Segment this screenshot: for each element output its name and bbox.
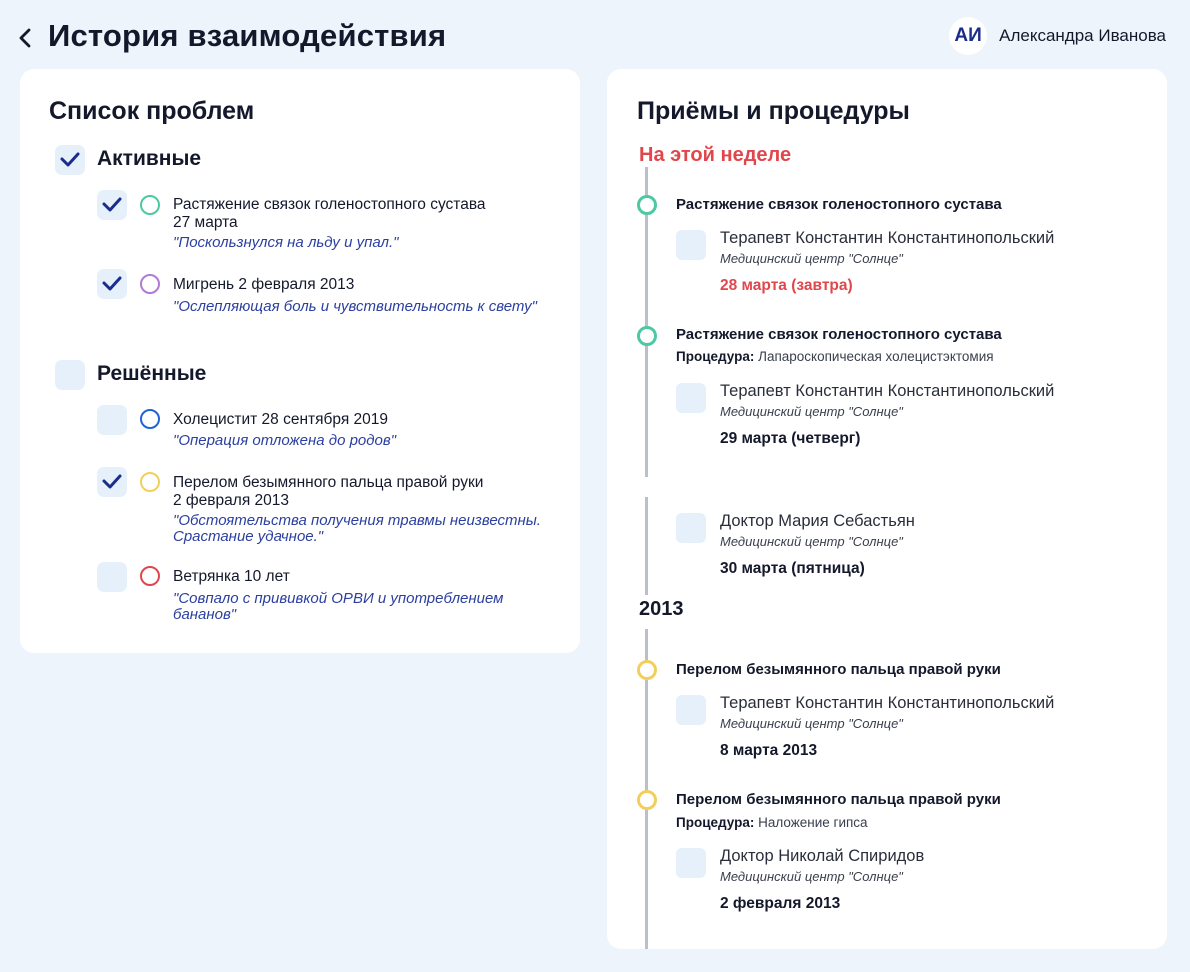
problem-date: 2 февраля 2013 <box>173 492 290 509</box>
timeline-dot-icon <box>637 660 657 680</box>
appointment-date: 2 февраля 2013 <box>720 895 841 912</box>
problem-note: "Операция отложена до родов" <box>173 432 397 449</box>
medical-center: Медицинский центр "Солнце" <box>720 716 903 731</box>
problem-note: "Совпало с прививкой ОРВИ и употреблением <box>173 590 504 607</box>
problem-title: Растяжение связок голеностопного сустава <box>173 196 486 213</box>
doctor-name[interactable]: Доктор Мария Себастьян <box>720 512 915 530</box>
problems-card <box>20 69 580 653</box>
problem-title: Холецистит 28 сентября 2019 <box>173 411 389 428</box>
procedure-prefix: Процедура: <box>676 815 755 830</box>
procedure-line <box>676 349 994 364</box>
section-label-this-week: На этой неделе <box>639 144 792 166</box>
doctor-avatar <box>676 383 706 413</box>
medical-center: Медицинский центр "Солнце" <box>720 251 903 266</box>
medical-center: Медицинский центр "Солнце" <box>720 869 903 884</box>
active-group-checkbox[interactable] <box>55 145 85 175</box>
medical-center: Медицинский центр "Солнце" <box>720 534 903 549</box>
problem-note: "Обстоятельства получения травмы неизвестны. <box>173 512 541 529</box>
problem-note: "Ослепляющая боль и чувствительность к свету" <box>173 298 537 315</box>
doctor-name[interactable]: Доктор Николай Спиридов <box>720 847 925 865</box>
doctor-avatar <box>676 513 706 543</box>
doctor-name[interactable]: Терапевт Константин Константинопольский <box>720 382 1055 400</box>
appointment-date: 28 марта (завтра) <box>720 277 853 294</box>
doctor-avatar <box>676 695 706 725</box>
problem-title: Мигрень 2 февраля 2013 <box>173 276 355 293</box>
problem-date: 27 марта <box>173 214 238 231</box>
procedure-prefix: Процедура: <box>676 349 755 364</box>
timeline-line <box>645 497 648 595</box>
section-label-year: 2013 <box>639 598 684 620</box>
status-ring-icon <box>140 472 160 492</box>
doctor-avatar <box>676 230 706 260</box>
doctor-name[interactable]: Терапевт Константин Константинопольский <box>720 694 1055 712</box>
status-ring-icon <box>140 195 160 215</box>
timeline-dot-icon <box>637 790 657 810</box>
status-ring-icon <box>140 409 160 429</box>
doctor-avatar <box>676 848 706 878</box>
procedure-name: Лапароскопическая холецистэктомия <box>758 349 994 364</box>
problem-checkbox[interactable] <box>97 190 127 220</box>
problem-checkbox[interactable] <box>97 562 127 592</box>
check-icon <box>102 276 122 292</box>
medical-center: Медицинский центр "Солнце" <box>720 404 903 419</box>
appointment-date: 29 марта (четверг) <box>720 430 861 447</box>
problem-note-continued: бананов" <box>173 606 237 623</box>
procedure-name: Наложение гипса <box>758 815 868 830</box>
event-title: Перелом безымянного пальца правой руки <box>676 661 1001 678</box>
page-title: История взаимодействия <box>48 18 447 53</box>
timeline-dot-icon <box>637 326 657 346</box>
timeline-dot-icon <box>637 195 657 215</box>
user-profile[interactable] <box>949 17 1166 55</box>
resolved-group-checkbox[interactable] <box>55 360 85 390</box>
appointment-date: 8 марта 2013 <box>720 742 818 759</box>
status-ring-icon <box>140 566 160 586</box>
check-icon <box>60 152 80 168</box>
event-title: Перелом безымянного пальца правой руки <box>676 791 1001 808</box>
event-title: Растяжение связок голеностопного сустава <box>676 196 1002 213</box>
problem-checkbox[interactable] <box>97 269 127 299</box>
procedure-line <box>676 815 868 830</box>
problems-title: Список проблем <box>49 97 255 125</box>
check-icon <box>102 474 122 490</box>
problem-checkbox[interactable] <box>97 467 127 497</box>
back-chevron-icon[interactable] <box>14 26 38 50</box>
appointments-card <box>607 69 1167 949</box>
user-name: Александра Иванова <box>999 26 1166 45</box>
status-ring-icon <box>140 274 160 294</box>
problem-title: Перелом безымянного пальца правой руки <box>173 474 484 491</box>
avatar: АИ <box>949 17 987 55</box>
resolved-group-label: Решённые <box>97 362 207 385</box>
problem-checkbox[interactable] <box>97 405 127 435</box>
active-group-label: Активные <box>97 147 202 170</box>
problem-note-continued: Срастание удачное." <box>173 528 324 545</box>
check-icon <box>102 197 122 213</box>
appointments-title: Приёмы и процедуры <box>637 97 910 125</box>
event-title: Растяжение связок голеностопного сустава <box>676 326 1002 343</box>
doctor-name[interactable]: Терапевт Константин Константинопольский <box>720 229 1055 247</box>
appointment-date: 30 марта (пятница) <box>720 560 865 577</box>
problem-note: "Поскользнулся на льду и упал." <box>173 234 399 251</box>
problem-title: Ветрянка 10 лет <box>173 568 290 585</box>
